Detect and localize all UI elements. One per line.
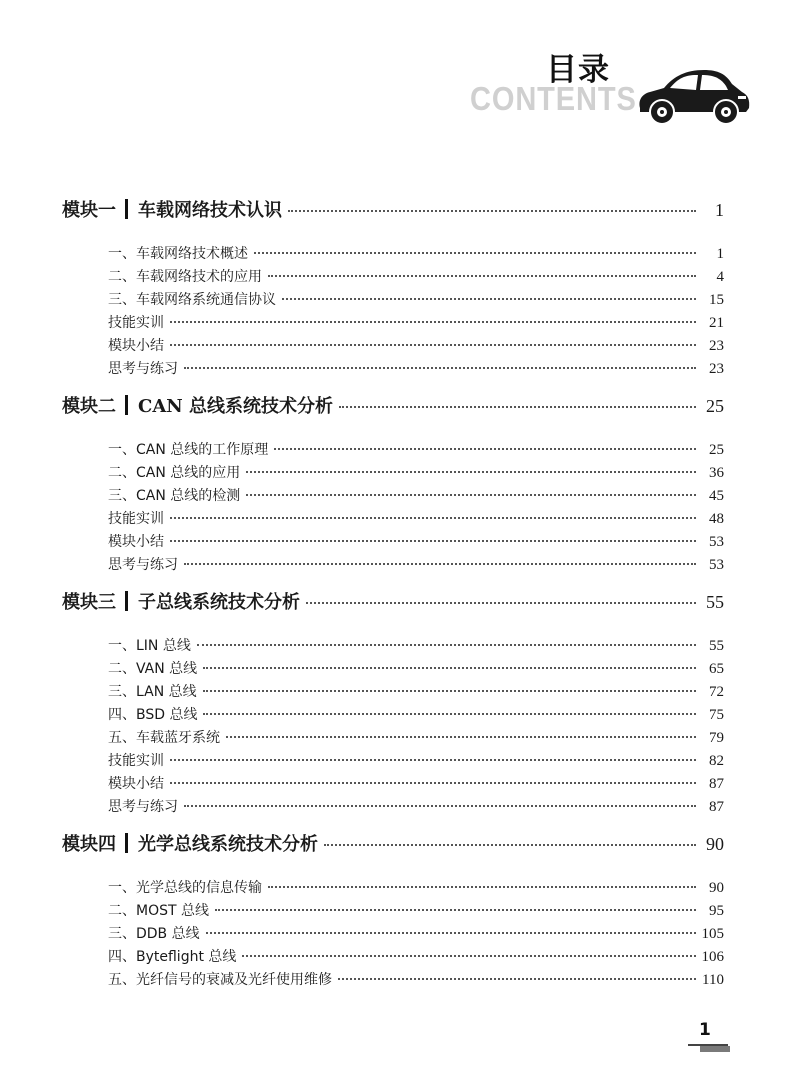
toc-item[interactable] xyxy=(62,946,724,969)
toc-item[interactable] xyxy=(62,727,724,750)
module-title: 光学总线系统技术分析 xyxy=(138,834,318,855)
dot-leader xyxy=(170,759,696,761)
dot-leader xyxy=(268,886,696,888)
car-icon xyxy=(634,62,752,128)
toc-item-title: 五、车载蓝牙系统 xyxy=(108,730,220,746)
module-label: 模块二 xyxy=(62,396,116,417)
page-number: 1 xyxy=(699,1020,711,1040)
dot-leader xyxy=(339,406,696,408)
toc-item[interactable] xyxy=(62,773,724,796)
toc-item-page: 23 xyxy=(709,338,724,354)
page-header xyxy=(0,0,790,150)
module-title: CAN 总线系统技术分析 xyxy=(138,396,334,417)
module-divider xyxy=(125,591,128,611)
toc-item-page: 15 xyxy=(709,292,724,308)
toc-item-title: 思考与练习 xyxy=(108,799,178,815)
dot-leader xyxy=(203,667,696,669)
toc-item[interactable] xyxy=(62,658,724,681)
toc-item-page: 36 xyxy=(709,465,724,481)
dot-leader xyxy=(170,344,696,346)
dot-leader xyxy=(197,644,696,646)
module-divider xyxy=(125,833,128,853)
toc-item-page: 4 xyxy=(716,269,724,285)
toc-item-title: 四、Byteflight 总线 xyxy=(108,949,237,965)
toc-item-page: 90 xyxy=(709,880,724,896)
toc-item-title: 四、BSD 总线 xyxy=(108,707,198,723)
toc-module-entry[interactable] xyxy=(62,392,724,426)
toc-item[interactable] xyxy=(62,969,724,992)
dot-leader xyxy=(170,321,696,323)
toc-item[interactable] xyxy=(62,266,724,289)
toc-item-title: 思考与练习 xyxy=(108,361,178,377)
dot-leader xyxy=(170,782,696,784)
module-page: 90 xyxy=(706,834,724,854)
toc-item-page: 23 xyxy=(709,361,724,377)
toc-item-title: 三、车载网络系统通信协议 xyxy=(108,292,276,308)
module-label: 模块一 xyxy=(62,200,116,221)
dot-leader xyxy=(184,367,696,369)
dot-leader xyxy=(274,448,696,450)
dot-leader xyxy=(215,909,696,911)
toc-item-page: 25 xyxy=(709,442,724,458)
toc-item[interactable] xyxy=(62,877,724,900)
toc-item-title: 思考与练习 xyxy=(108,557,178,573)
module-spacer xyxy=(62,577,724,588)
toc-item-page: 106 xyxy=(701,949,724,965)
module-page: 25 xyxy=(706,396,724,416)
module-divider xyxy=(125,395,128,415)
toc-item[interactable] xyxy=(62,554,724,577)
dot-leader xyxy=(170,517,696,519)
toc-module-entry[interactable] xyxy=(62,196,724,230)
toc-item[interactable] xyxy=(62,312,724,335)
toc-item-page: 105 xyxy=(701,926,724,942)
module-title: 车载网络技术认识 xyxy=(138,200,282,221)
toc-module xyxy=(62,392,724,588)
page-title: 目录 xyxy=(546,52,610,88)
dot-leader xyxy=(246,471,696,473)
module-label: 模块三 xyxy=(62,592,116,613)
toc-item-title: 技能实训 xyxy=(108,753,164,769)
toc-item[interactable] xyxy=(62,923,724,946)
module-page: 55 xyxy=(706,592,724,612)
toc-item-title: 模块小结 xyxy=(108,534,164,550)
toc-item[interactable] xyxy=(62,289,724,312)
toc-item-page: 87 xyxy=(709,799,724,815)
toc-item-title: 三、LAN 总线 xyxy=(108,684,197,700)
toc-item-page: 82 xyxy=(709,753,724,769)
toc-item-title: 二、MOST 总线 xyxy=(108,903,209,919)
toc-item-page: 79 xyxy=(709,730,724,746)
toc-item-title: 二、VAN 总线 xyxy=(108,661,198,677)
toc-item-title: 模块小结 xyxy=(108,338,164,354)
toc-item-page: 53 xyxy=(709,557,724,573)
dot-leader xyxy=(184,563,696,565)
module-title: 子总线系统技术分析 xyxy=(138,592,300,613)
toc-item-title: 一、光学总线的信息传输 xyxy=(108,880,262,896)
page-subtitle: CONTENTS xyxy=(470,80,637,117)
toc-item[interactable] xyxy=(62,335,724,358)
module-spacer xyxy=(62,819,724,830)
toc-item-title: 三、DDB 总线 xyxy=(108,926,200,942)
toc-item[interactable] xyxy=(62,508,724,531)
toc-item[interactable] xyxy=(62,796,724,819)
toc-item-page: 1 xyxy=(716,246,724,262)
dot-leader xyxy=(206,932,696,934)
toc-item-page: 48 xyxy=(709,511,724,527)
footer-bar xyxy=(700,1046,730,1052)
dot-leader xyxy=(203,690,696,692)
dot-leader xyxy=(203,713,696,715)
module-spacer xyxy=(62,381,724,392)
toc-item-page: 21 xyxy=(709,315,724,331)
toc-item[interactable] xyxy=(62,462,724,485)
toc-module xyxy=(62,588,724,830)
toc-item-page: 110 xyxy=(702,972,724,988)
toc-module-entry[interactable] xyxy=(62,588,724,622)
toc-item[interactable] xyxy=(62,900,724,923)
toc-item-page: 87 xyxy=(709,776,724,792)
module-label: 模块四 xyxy=(62,834,116,855)
toc-item[interactable] xyxy=(62,704,724,727)
dot-leader xyxy=(288,210,696,212)
toc-item-page: 75 xyxy=(709,707,724,723)
dot-leader xyxy=(324,844,696,846)
toc-item-page: 45 xyxy=(709,488,724,504)
toc-item-title: 二、车载网络技术的应用 xyxy=(108,269,262,285)
toc-module-entry[interactable] xyxy=(62,830,724,864)
toc-item-title: 一、车载网络技术概述 xyxy=(108,246,248,262)
dot-leader xyxy=(268,275,696,277)
toc-item-page: 55 xyxy=(709,638,724,654)
toc-item-title: 一、LIN 总线 xyxy=(108,638,191,654)
toc-item[interactable] xyxy=(62,681,724,704)
module-divider xyxy=(125,199,128,219)
toc-item[interactable] xyxy=(62,243,724,266)
toc-item[interactable] xyxy=(62,485,724,508)
table-of-contents xyxy=(62,196,724,1003)
dot-leader xyxy=(306,602,696,604)
toc-item-title: 一、CAN 总线的工作原理 xyxy=(108,442,269,458)
toc-item-title: 五、光纤信号的衰减及光纤使用维修 xyxy=(108,972,332,988)
toc-item-title: 三、CAN 总线的检测 xyxy=(108,488,241,504)
toc-item[interactable] xyxy=(62,439,724,462)
dot-leader xyxy=(242,955,695,957)
dot-leader xyxy=(226,736,696,738)
toc-item-page: 95 xyxy=(709,903,724,919)
toc-item[interactable] xyxy=(62,531,724,554)
toc-item[interactable] xyxy=(62,635,724,658)
toc-item-page: 72 xyxy=(709,684,724,700)
toc-item-title: 技能实训 xyxy=(108,511,164,527)
toc-item[interactable] xyxy=(62,358,724,381)
toc-item-title: 模块小结 xyxy=(108,776,164,792)
module-page: 1 xyxy=(715,200,724,220)
toc-item-title: 二、CAN 总线的应用 xyxy=(108,465,241,481)
dot-leader xyxy=(170,540,696,542)
dot-leader xyxy=(246,494,696,496)
module-spacer xyxy=(62,992,724,1003)
dot-leader xyxy=(254,252,696,254)
dot-leader xyxy=(184,805,696,807)
toc-item-page: 53 xyxy=(709,534,724,550)
dot-leader xyxy=(282,298,696,300)
toc-item-title: 技能实训 xyxy=(108,315,164,331)
toc-module xyxy=(62,830,724,1003)
dot-leader xyxy=(338,978,696,980)
toc-item[interactable] xyxy=(62,750,724,773)
toc-item-page: 65 xyxy=(709,661,724,677)
toc-module xyxy=(62,196,724,392)
